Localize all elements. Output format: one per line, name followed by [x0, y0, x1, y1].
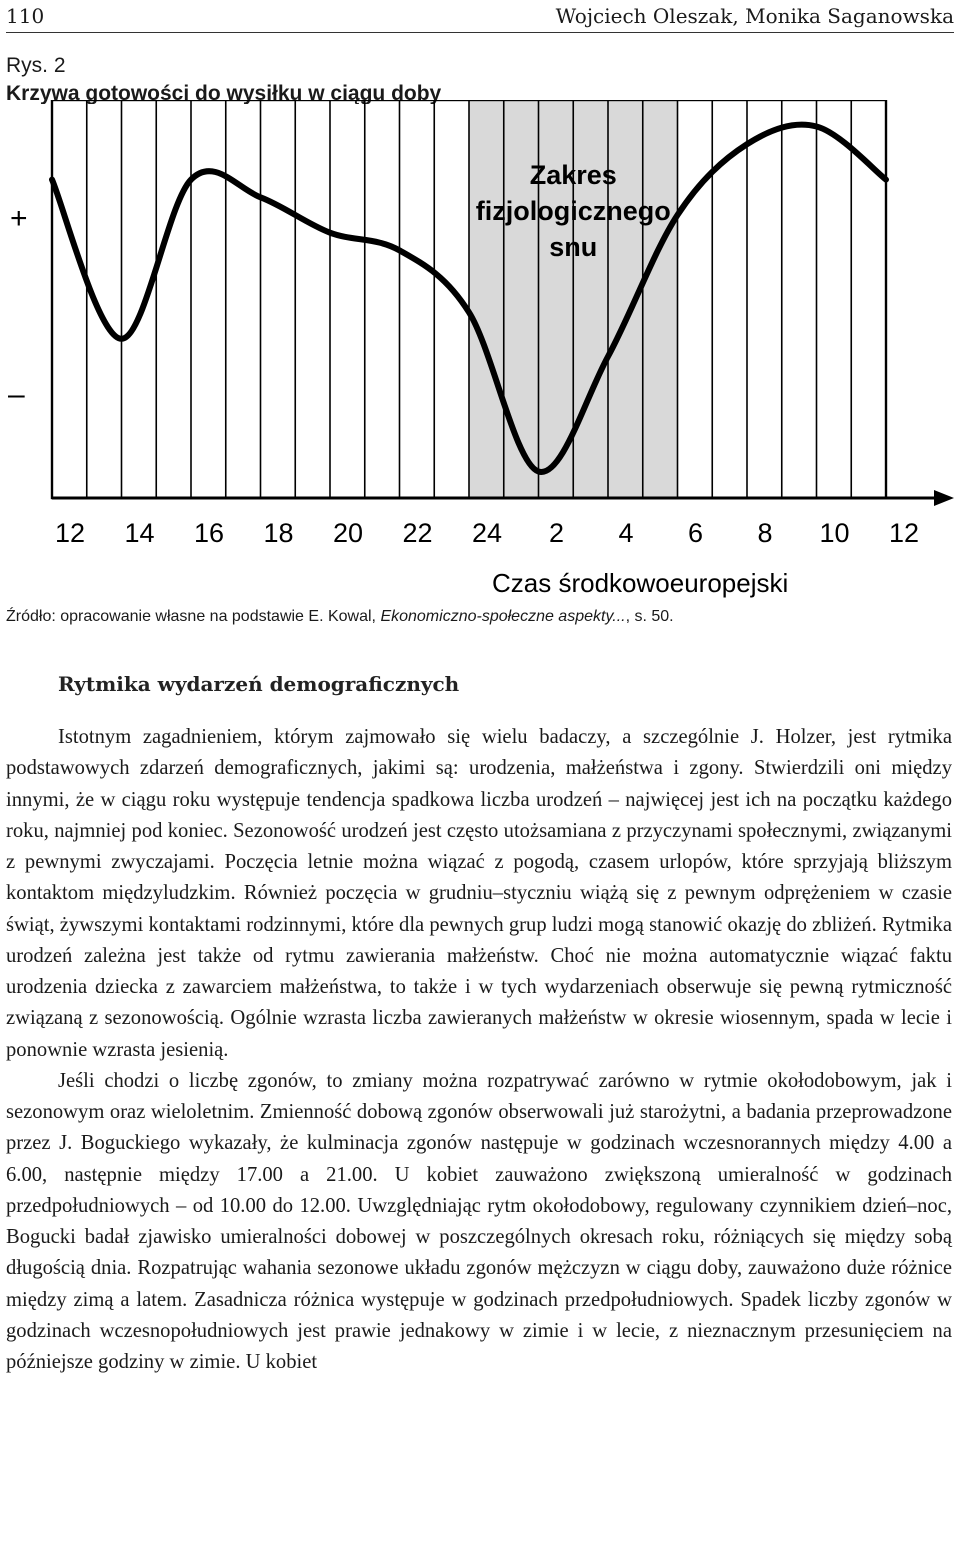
readiness-curve-chart — [0, 100, 960, 610]
section-heading: Rytmika wydarzeń demograficznych — [58, 672, 460, 696]
chart-grid — [87, 100, 852, 498]
x-tick-label: 12 — [888, 518, 920, 548]
figure-source — [6, 608, 674, 626]
header-rule — [6, 32, 954, 33]
x-axis-title: Czas środkowoeuropejski — [492, 568, 789, 598]
x-tick-label: 8 — [757, 518, 773, 548]
source-title: Ekonomiczno-społeczne aspekty... — [380, 608, 626, 625]
source-page: , s. 50. — [625, 608, 674, 625]
x-tick-label: 2 — [548, 518, 565, 548]
x-tick-label: 16 — [193, 518, 225, 548]
paragraph-1: Istotnym zagadnieniem, którym zajmowało się wielu badaczy, a szczególnie J. Holzer, jest rytmika podstawowych zdarzeń demograficznych, jakimi są: urodzenia, małżeństwa i zgony. Stwierdzili oni między innymi, że w ciągu roku występuje tendencja spadkowa liczba urodzeń – najwięcej jest ich na początku każdego roku, najmniej pod koniec. Sezonowość urodzeń jest często utożsamiana z przyczynami społecznymi, związanymi z pewnymi zwyczajami. Poczęcia letnie można wiązać z pogodą, czasem urlopów, które sprzyjają bliższym kontaktom międzyludzkim. Również poczęcia w grudniu–styczniu wiążą się z pewnym odprężeniem w czasie świąt, żywszymi kontaktami rodzinnymi, które dla pewnych grup ludzi mogą stanowić okazję do zbliżeń. Rytmika urodzeń zależna jest także od rytmu zawierania małżeństw. Choć nie można automatycznie wiązać faktu urodzenia dziecka z zawarciem małżeństwa, to także i w tych wydarzeniach obserwuje się pewną rytmiczność związaną z sezonowością. Ogólnie wzrasta liczba zawieranych małżeństw w okresie wiosennym, spada w lecie i ponownie wzrasta jesienią. — [6, 726, 952, 1061]
y-plus-marker: + — [10, 202, 28, 235]
page-number: 110 — [6, 4, 45, 28]
body-text — [6, 722, 952, 1378]
x-axis-arrow — [934, 490, 954, 506]
x-tick-label: 4 — [618, 518, 634, 548]
source-text: Źródło: opracowanie własne na podstawie E. Kowal, — [6, 608, 381, 625]
y-minus-marker: – — [8, 378, 25, 411]
x-tick-label: 14 — [124, 518, 155, 548]
sleep-range-label-line: fizjologicznego — [475, 196, 671, 226]
x-tick-labels — [55, 518, 919, 548]
x-tick-label: 22 — [402, 518, 433, 548]
paragraph-2: Jeśli chodzi o liczbę zgonów, to zmiany można rozpatrywać zarówno w rytmie okołodobowym, jak i sezonowym oraz wieloletnim. Zmienność dobową zgonów obserwowali już starożytni, a badania przeprowadzone przez J. Boguckiego wykazały, że kulminacja zgonów następuje w godzinach wczesnorannych między 4.00 a 6.00, następnie między 17.00 a 21.00. U kobiet zauważono zwiększoną umieralność w godzinach przedpołudniowych – od 10.00 do 12.00. Uwzględniając rytm okołodobowy, regulowany czynnikiem dzień–noc, Bogucki badał zjawisko umieralności dobowej w poszczególnych okresach roku, różniących się między sobą długością dnia. Rozpatrując wahania sezonowe układu zgonów mężczyzn w ciągu doby, zauważono duże różnice między zimą a latem. Zasadnicza różnica występuje w godzinach przedpołudniowych. Spadek liczby zgonów w godzinach wczesnopołudniowych jest prawie jednakowy w zimie i w lecie, z nieznacznym przesunięciem na późniejsze godziny w zimie. U kobiet — [6, 1069, 952, 1373]
figure-title: Krzywa gotowości do wysiłku w ciągu doby — [6, 82, 442, 104]
x-tick-label: 12 — [54, 518, 86, 548]
x-tick-label: 6 — [687, 518, 704, 548]
sleep-range-label-line: snu — [549, 232, 598, 262]
x-tick-label: 10 — [819, 518, 850, 548]
x-tick-label: 24 — [471, 518, 503, 548]
x-tick-label: 20 — [332, 518, 364, 548]
running-head-authors: Wojciech Oleszak, Monika Saganowska — [555, 4, 954, 28]
figure-label: Rys. 2 — [6, 54, 66, 77]
sleep-range-label-line: Zakres — [529, 160, 617, 190]
running-head — [6, 2, 954, 32]
x-tick-label: 18 — [263, 518, 294, 548]
